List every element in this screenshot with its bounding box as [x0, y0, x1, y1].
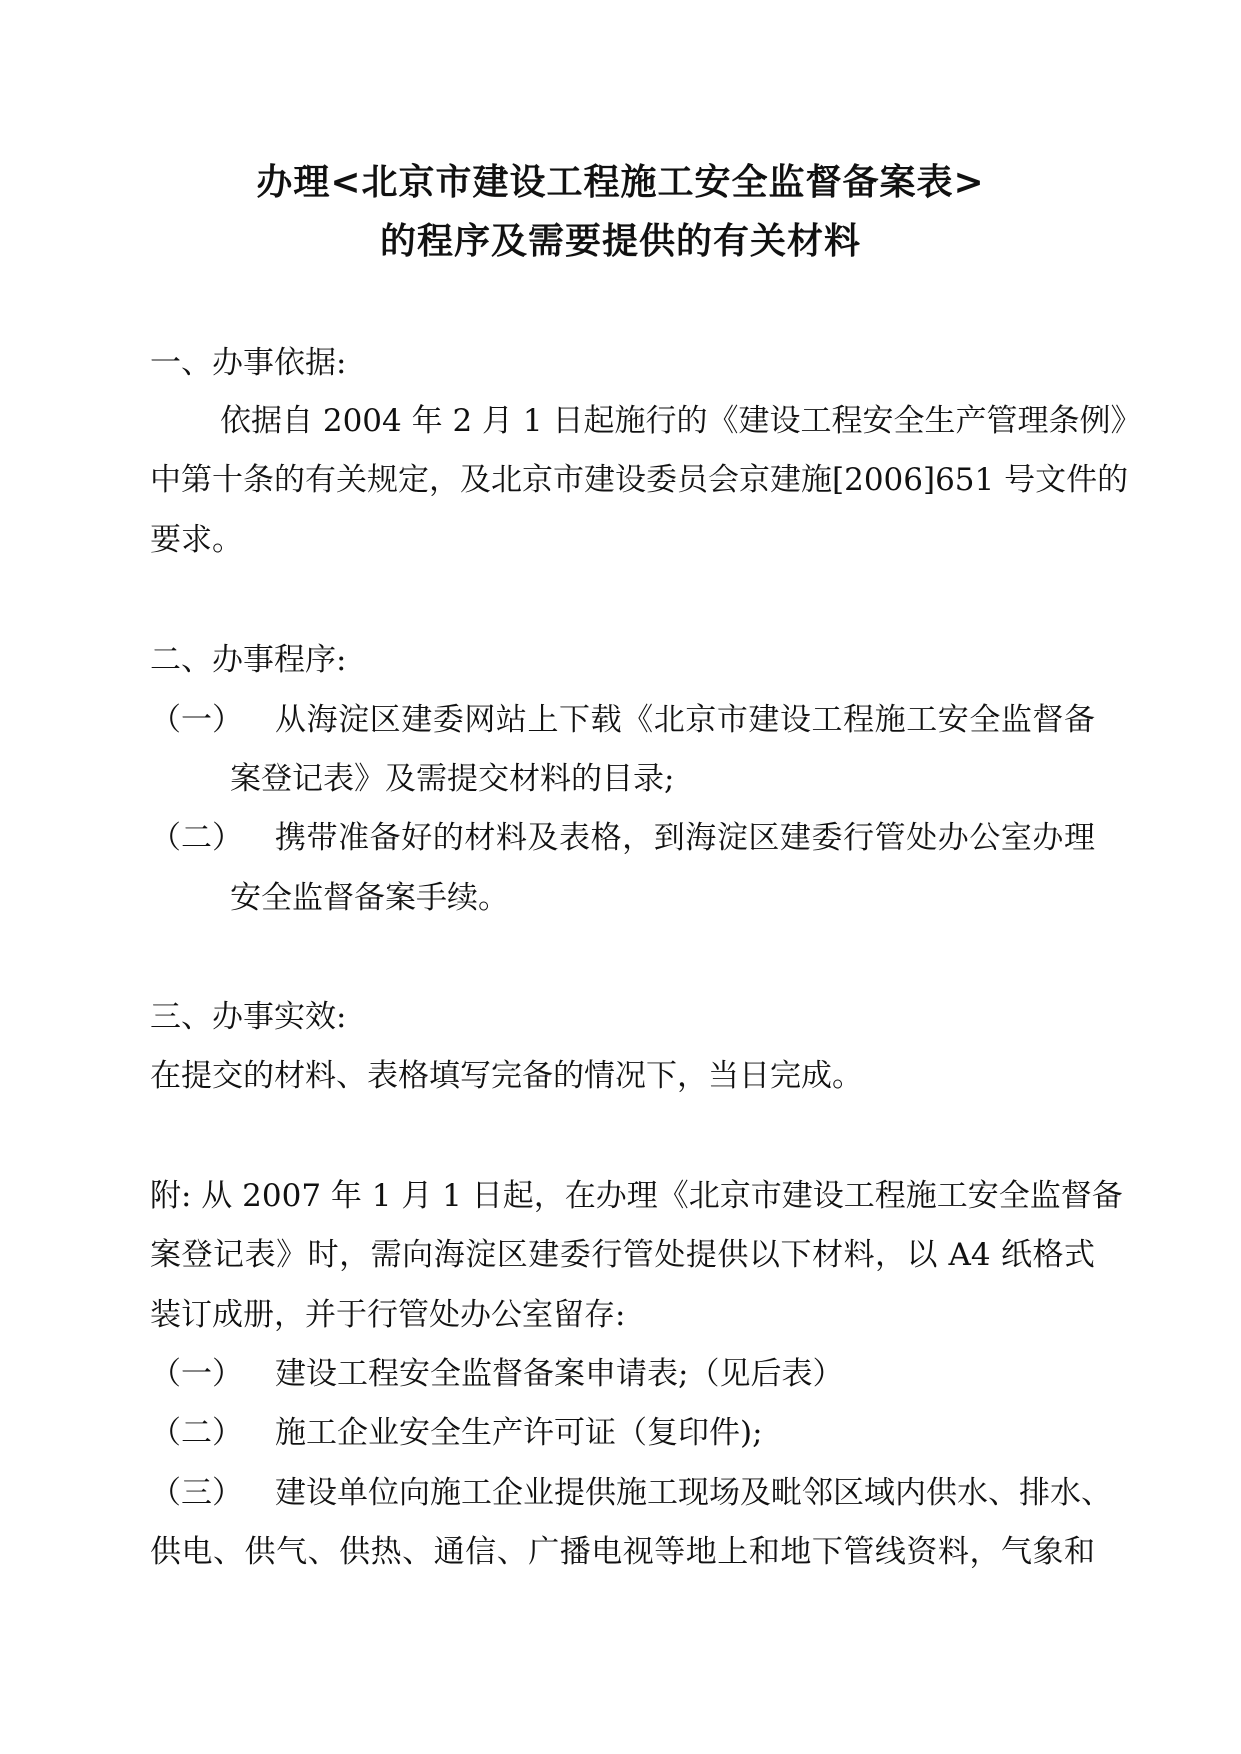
appendix-line: 附: 从 2007 年 1 月 1 日起，在办理《北京市建设工程施工安全监督备	[150, 1178, 1123, 1214]
material-item-text: 施工企业安全生产许可证（复印件);	[275, 1415, 763, 1451]
section-2-heading: 二、办事程序:	[150, 642, 347, 678]
section-3-heading: 三、办事实效:	[150, 999, 347, 1035]
procedure-item-text: 携带准备好的材料及表格，到海淀区建委行管处办公室办理	[275, 820, 1095, 856]
material-item-number: （一）	[150, 1356, 243, 1392]
section-1-paragraph-line: 要求。	[150, 522, 243, 558]
appendix-line: 装订成册，并于行管处办公室留存:	[150, 1297, 626, 1333]
section-3-text: 在提交的材料、表格填写完备的情况下，当日完成。	[150, 1058, 863, 1094]
material-item-text: 建设单位向施工企业提供施工现场及毗邻区域内供水、排水、	[275, 1475, 1112, 1511]
material-item-continuation: 供电、供气、供热、通信、广播电视等地上和地下管线资料，气象和	[150, 1534, 1095, 1570]
material-item-text: 建设工程安全监督备案申请表;（见后表）	[275, 1356, 844, 1392]
page-title-line-1: 办理<北京市建设工程施工安全监督备案表>	[256, 162, 985, 203]
section-1-paragraph-line: 中第十条的有关规定，及北京市建设委员会京建施[2006]651 号文件的	[150, 462, 1129, 498]
procedure-item-text: 从海淀区建委网站上下载《北京市建设工程施工安全监督备	[275, 702, 1095, 738]
appendix-line: 案登记表》时，需向海淀区建委行管处提供以下材料，以 A4 纸格式	[150, 1237, 1095, 1273]
section-1-paragraph-line: 依据自 2004 年 2 月 1 日起施行的《建设工程安全生产管理条例》	[220, 403, 1142, 439]
material-item-number: （二）	[150, 1415, 243, 1451]
section-1-heading: 一、办事依据:	[150, 345, 347, 381]
page-title-line-2: 的程序及需要提供的有关材料	[379, 221, 861, 262]
procedure-item-number: （二）	[150, 820, 243, 856]
material-item-number: （三）	[150, 1475, 243, 1511]
procedure-item-continuation: 案登记表》及需提交材料的目录;	[230, 761, 675, 797]
procedure-item-number: （一）	[150, 702, 243, 738]
procedure-item-continuation: 安全监督备案手续。	[230, 880, 509, 916]
